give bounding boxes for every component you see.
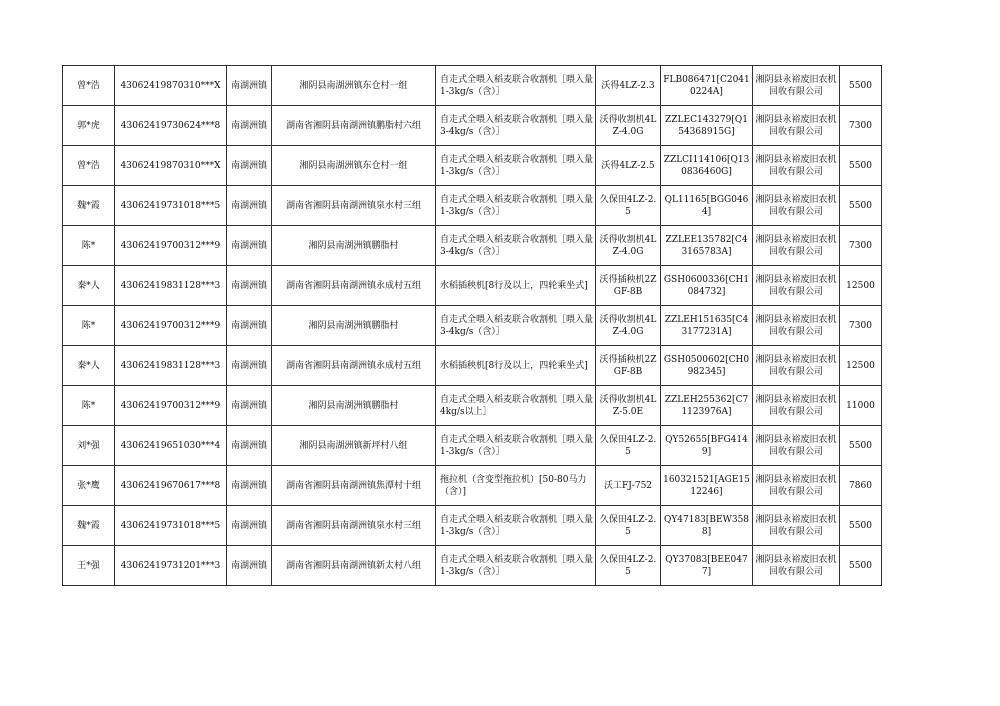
cell-machine-type: 自走式全喂入稻麦联合收割机［喂入量1-3kg/s（含）］ — [436, 546, 596, 586]
cell-recycling-company: 湘阴县永裕废旧农机回收有限公司 — [753, 386, 840, 426]
cell-model: 沃得4LZ-2.5 — [596, 146, 661, 186]
cell-name: 曾*浩 — [63, 66, 115, 106]
cell-name: 张*鹰 — [63, 466, 115, 506]
cell-amount: 7300 — [840, 226, 882, 266]
cell-address: 湖南省湘阴县南湖洲镇泉水村三组 — [272, 186, 436, 226]
cell-machine-type: 自走式全喂入稻麦联合收割机［喂入量3-4kg/s（含）］ — [436, 226, 596, 266]
table-row — [63, 346, 882, 386]
table-row — [63, 266, 882, 306]
cell-town: 南湖洲镇 — [227, 426, 272, 466]
cell-address: 湖南省湘阴县南湖洲镇永成村五组 — [272, 346, 436, 386]
cell-model: 沃得收割机4LZ-4.0G — [596, 306, 661, 346]
cell-town: 南湖洲镇 — [227, 506, 272, 546]
table-row — [63, 506, 882, 546]
cell-name: 秦*人 — [63, 346, 115, 386]
cell-recycling-company: 湘阴县永裕废旧农机回收有限公司 — [753, 266, 840, 306]
cell-serial-number: ZZLEH151635[C43177231A] — [661, 306, 753, 346]
cell-amount: 5500 — [840, 66, 882, 106]
cell-town: 南湖洲镇 — [227, 106, 272, 146]
cell-name: 陈* — [63, 306, 115, 346]
cell-machine-type: 自走式全喂入稻麦联合收割机［喂入量4kg/s以上］ — [436, 386, 596, 426]
cell-id-number: 43062419700312***9 — [115, 386, 227, 426]
cell-model: 沃得插秧机2ZGF-8B — [596, 266, 661, 306]
cell-town: 南湖洲镇 — [227, 386, 272, 426]
cell-id-number: 43062419731018***5 — [115, 506, 227, 546]
cell-model: 沃得插秧机2ZGF-8B — [596, 346, 661, 386]
table-row — [63, 186, 882, 226]
cell-machine-type: 自走式全喂入稻麦联合收割机［喂入量3-4kg/s（含）］ — [436, 106, 596, 146]
cell-id-number: 43062419831128***3 — [115, 346, 227, 386]
cell-serial-number: GSH0500602[CH0982345] — [661, 346, 753, 386]
cell-model: 沃得4LZ-2.3 — [596, 66, 661, 106]
cell-recycling-company: 湘阴县永裕废旧农机回收有限公司 — [753, 146, 840, 186]
cell-serial-number: ZZLEC143279[Q154368915G] — [661, 106, 753, 146]
subsidy-table — [62, 65, 882, 586]
cell-recycling-company: 湘阴县永裕废旧农机回收有限公司 — [753, 106, 840, 146]
cell-serial-number: FLB086471[C20410224A] — [661, 66, 753, 106]
cell-recycling-company: 湘阴县永裕废旧农机回收有限公司 — [753, 426, 840, 466]
cell-serial-number: ZZLEE135782[C43165783A] — [661, 226, 753, 266]
cell-name: 陈* — [63, 226, 115, 266]
cell-id-number: 43062419651030***4 — [115, 426, 227, 466]
cell-serial-number: ZZLEH255362[C71123976A] — [661, 386, 753, 426]
cell-town: 南湖洲镇 — [227, 146, 272, 186]
cell-town: 南湖洲镇 — [227, 466, 272, 506]
cell-amount: 12500 — [840, 346, 882, 386]
cell-amount: 5500 — [840, 146, 882, 186]
cell-model: 沃工FJ-752 — [596, 466, 661, 506]
cell-model: 久保田4LZ-2.5 — [596, 546, 661, 586]
table-row — [63, 386, 882, 426]
cell-recycling-company: 湘阴县永裕废旧农机回收有限公司 — [753, 466, 840, 506]
cell-model: 久保田4LZ-2.5 — [596, 186, 661, 226]
cell-town: 南湖洲镇 — [227, 346, 272, 386]
cell-name: 秦*人 — [63, 266, 115, 306]
cell-model: 沃得收割机4LZ-4.0G — [596, 226, 661, 266]
cell-town: 南湖洲镇 — [227, 306, 272, 346]
cell-id-number: 43062419700312***9 — [115, 226, 227, 266]
cell-recycling-company: 湘阴县永裕废旧农机回收有限公司 — [753, 346, 840, 386]
cell-id-number: 43062419731018***5 — [115, 186, 227, 226]
cell-recycling-company: 湘阴县永裕废旧农机回收有限公司 — [753, 186, 840, 226]
cell-recycling-company: 湘阴县永裕废旧农机回收有限公司 — [753, 546, 840, 586]
cell-serial-number: QY37083[BEE0477] — [661, 546, 753, 586]
cell-serial-number: QY47183[BEW3588] — [661, 506, 753, 546]
cell-amount: 5500 — [840, 186, 882, 226]
cell-name: 曾*浩 — [63, 146, 115, 186]
cell-address: 湘阴县南湖洲镇东仓村一组 — [272, 146, 436, 186]
cell-id-number: 43062419870310***X — [115, 66, 227, 106]
cell-id-number: 43062419730624***8 — [115, 106, 227, 146]
cell-model: 久保田4LZ-2.5 — [596, 426, 661, 466]
cell-id-number: 43062419831128***3 — [115, 266, 227, 306]
cell-id-number: 43062419731201***3 — [115, 546, 227, 586]
cell-address: 湘阴县南湖洲镇鹏脂村 — [272, 306, 436, 346]
table-row — [63, 146, 882, 186]
table-row — [63, 466, 882, 506]
cell-model: 沃得收割机4LZ-5.0E — [596, 386, 661, 426]
cell-amount: 5500 — [840, 546, 882, 586]
cell-recycling-company: 湘阴县永裕废旧农机回收有限公司 — [753, 306, 840, 346]
table-row — [63, 306, 882, 346]
cell-name: 刘*强 — [63, 426, 115, 466]
cell-model: 久保田4LZ-2.5 — [596, 506, 661, 546]
cell-address: 湘阴县南湖洲镇鹏脂村 — [272, 386, 436, 426]
cell-serial-number: QL11165[BGG0464] — [661, 186, 753, 226]
table-row — [63, 546, 882, 586]
cell-name: 魏*霞 — [63, 186, 115, 226]
table-row — [63, 66, 882, 106]
cell-machine-type: 水稻插秧机[8行及以上，四轮乘坐式] — [436, 346, 596, 386]
cell-amount: 7300 — [840, 106, 882, 146]
table-row — [63, 226, 882, 266]
cell-address: 湘阴县南湖洲镇鹏脂村 — [272, 226, 436, 266]
cell-machine-type: 自走式全喂入稻麦联合收割机［喂入量1-3kg/s（含）］ — [436, 186, 596, 226]
cell-machine-type: 自走式全喂入稻麦联合收割机［喂入量1-3kg/s（含）］ — [436, 426, 596, 466]
cell-town: 南湖洲镇 — [227, 546, 272, 586]
cell-town: 南湖洲镇 — [227, 66, 272, 106]
table-row — [63, 106, 882, 146]
cell-amount: 5500 — [840, 426, 882, 466]
cell-amount: 11000 — [840, 386, 882, 426]
cell-id-number: 43062419870310***X — [115, 146, 227, 186]
cell-machine-type: 自走式全喂入稻麦联合收割机［喂入量3-4kg/s（含）］ — [436, 306, 596, 346]
cell-serial-number: GSH0600336[CH1084732] — [661, 266, 753, 306]
cell-machine-type: 拖拉机（含变型拖拉机）[50-80马力（含）] — [436, 466, 596, 506]
cell-address: 湘阴县南湖洲镇新坪村八组 — [272, 426, 436, 466]
cell-name: 郭*虎 — [63, 106, 115, 146]
cell-amount: 12500 — [840, 266, 882, 306]
cell-town: 南湖洲镇 — [227, 186, 272, 226]
cell-serial-number: 160321521[AGE1512246] — [661, 466, 753, 506]
cell-serial-number: QY52655[BFG4149] — [661, 426, 753, 466]
table-row — [63, 426, 882, 466]
cell-recycling-company: 湘阴县永裕废旧农机回收有限公司 — [753, 66, 840, 106]
cell-serial-number: ZZLCI114106[Q130836460G] — [661, 146, 753, 186]
cell-address: 湖南省湘阴县南湖洲镇永成村五组 — [272, 266, 436, 306]
cell-address: 湖南省湘阴县南湖洲镇焦潭村十组 — [272, 466, 436, 506]
cell-address: 湖南省湘阴县南湖洲镇新太村八组 — [272, 546, 436, 586]
cell-id-number: 43062419670617***8 — [115, 466, 227, 506]
cell-address: 湖南省湘阴县南湖洲镇泉水村三组 — [272, 506, 436, 546]
cell-town: 南湖洲镇 — [227, 266, 272, 306]
cell-amount: 7860 — [840, 466, 882, 506]
cell-machine-type: 自走式全喂入稻麦联合收割机［喂入量1-3kg/s（含）］ — [436, 506, 596, 546]
cell-machine-type: 自走式全喂入稻麦联合收割机［喂入量1-3kg/s（含）］ — [436, 146, 596, 186]
cell-amount: 7300 — [840, 306, 882, 346]
cell-address: 湖南省湘阴县南湖洲镇鹏脂村六组 — [272, 106, 436, 146]
cell-name: 魏*霞 — [63, 506, 115, 546]
cell-name: 陈* — [63, 386, 115, 426]
cell-id-number: 43062419700312***9 — [115, 306, 227, 346]
cell-model: 沃得收割机4LZ-4.0G — [596, 106, 661, 146]
cell-machine-type: 自走式全喂入稻麦联合收割机［喂入量1-3kg/s（含）］ — [436, 66, 596, 106]
cell-address: 湘阴县南湖洲镇东仓村一组 — [272, 66, 436, 106]
table-body — [63, 66, 882, 586]
cell-recycling-company: 湘阴县永裕废旧农机回收有限公司 — [753, 226, 840, 266]
cell-name: 王*强 — [63, 546, 115, 586]
cell-machine-type: 水稻插秧机[8行及以上，四轮乘坐式] — [436, 266, 596, 306]
cell-amount: 5500 — [840, 506, 882, 546]
cell-recycling-company: 湘阴县永裕废旧农机回收有限公司 — [753, 506, 840, 546]
cell-town: 南湖洲镇 — [227, 226, 272, 266]
